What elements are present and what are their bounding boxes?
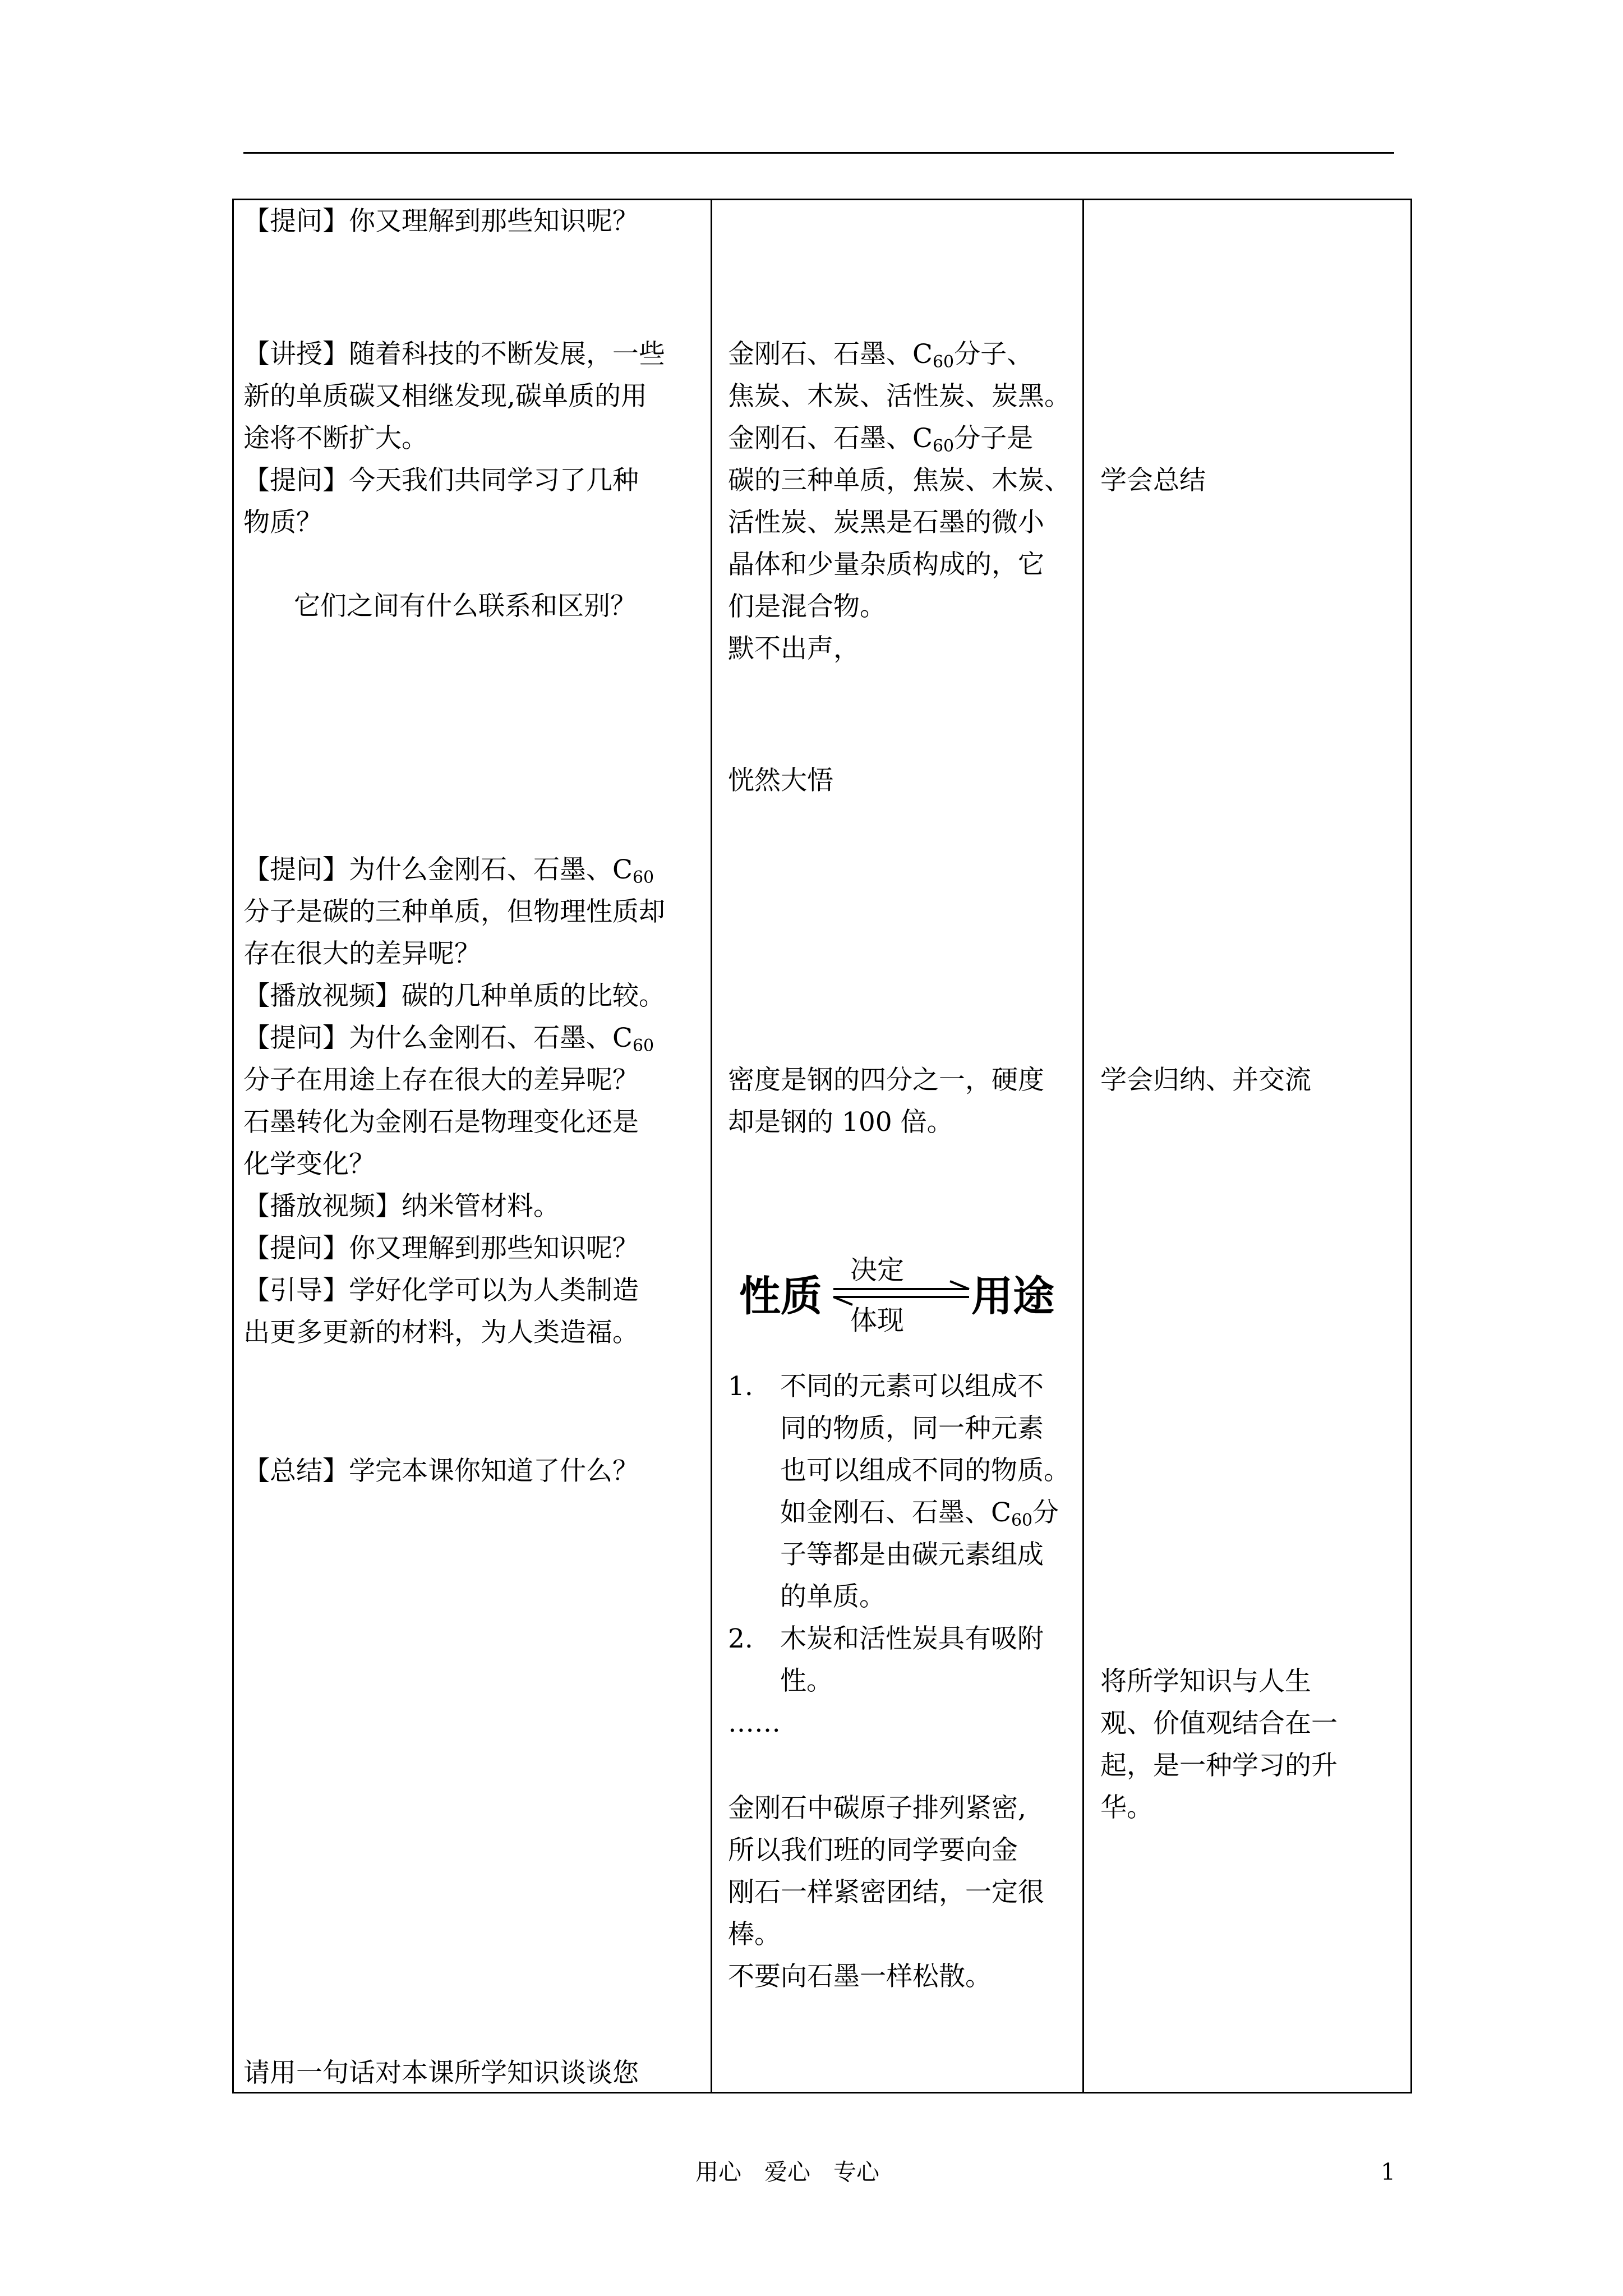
right-text-line: 华。 [1100,1792,1153,1823]
diagram-top-label: 决定 [850,1254,905,1286]
left-text-line: 分子是碳的三种单质，但物理性质却 [243,896,665,927]
diagram-arrow-head [950,1281,969,1289]
header-rule [243,152,1394,154]
column-divider-2 [1082,199,1084,2093]
mid-text-line: 晶体和少量杂质构成的，它 [728,549,1044,580]
right-text-line: 学会总结 [1100,465,1206,496]
left-text-line: 物质？ [243,507,322,538]
mid-text-line: 焦炭、木炭、活性炭、炭黑。 [728,381,1071,412]
left-text-line: 【提问】你又理解到那些知识呢？ [243,206,639,237]
list-line: 如金刚石、石墨、$C_{60}$分 [780,1497,1059,1530]
left-text-line: 【讲授】随着科技的不断发展，一些 [243,339,665,370]
column-divider-1 [711,199,712,2093]
right-text-line: 学会归纳、并交流 [1100,1065,1311,1096]
mid-text-line: 刚石一样紧密团结，一定很 [728,1877,1044,1908]
mid-text-line: 密度是钢的四分之一，硬度 [728,1065,1044,1096]
left-text-line: 【总结】学完本课你知道了什么？ [243,1456,639,1487]
diagram-arrow-tail [833,1297,852,1305]
mid-text-line: 金刚石、石墨、$C_{60}$分子是 [728,423,1034,456]
mid-text-line: 却是钢的 100 倍。 [728,1107,953,1138]
subscript: 60 [932,352,955,372]
property-use-diagram [729,1245,1066,1335]
list-number: 1. [728,1371,753,1402]
subscript: 60 [632,868,654,887]
list-line: 子等都是由碳元素组成 [780,1539,1044,1570]
mid-text-line: 恍然大悟 [728,765,833,796]
left-text-line: 【引导】学好化学可以为人类制造 [243,1275,639,1306]
subscript: 60 [932,436,955,456]
right-text-line: 将所学知识与人生 [1100,1666,1311,1697]
mid-text-line: 活性炭、炭黑是石墨的微小 [728,507,1044,538]
left-text-line: 【播放视频】纳米管材料。 [243,1191,560,1222]
left-text-line: 它们之间有什么联系和区别？ [294,591,637,622]
left-text-line: 途将不断扩大。 [243,423,428,454]
left-text-line: 存在很大的差异呢？ [243,938,481,969]
list-line: 性。 [780,1665,833,1696]
mid-text-line: 金刚石中碳原子排列紧密, [728,1793,1026,1824]
summary-list-item [728,1365,1087,1618]
mid-text-line: 碳的三种单质，焦炭、木炭、 [728,465,1071,496]
diagram-left-label: 性质 [739,1272,822,1320]
mid-text-line: 默不出声， [728,633,860,664]
list-line: 不同的元素可以组成不 [780,1371,1044,1402]
left-text-line: 【提问】为什么金刚石、石墨、$C_{60}$ [243,1023,654,1056]
mid-text-line: 所以我们班的同学要向金 [728,1835,1018,1866]
list-line: 木炭和活性炭具有吸附 [780,1623,1044,1654]
mid-ellipsis: …… [728,1708,781,1738]
left-text-line: 石墨转化为金刚石是物理变化还是 [243,1107,639,1138]
mid-text-line: 金刚石、石墨、$C_{60}$分子、 [728,339,1034,372]
diagram-right-label: 用途 [971,1272,1054,1320]
right-text-line: 起，是一种学习的升 [1100,1750,1338,1781]
list-line: 同的物质，同一种元素 [780,1413,1044,1444]
subscript: 60 [1011,1511,1033,1530]
left-text-line: 【提问】你又理解到那些知识呢？ [243,1233,639,1264]
footer-motto: 用心 爱心 专心 [695,2159,879,2185]
summary-list [728,1365,1087,1702]
left-text-line: 新的单质碳又相继发现,碳单质的用 [243,381,647,412]
list-line: 的单质。 [780,1581,886,1612]
diagram-bottom-label: 体现 [850,1305,905,1335]
list-number: 2. [728,1623,753,1654]
left-text-line: 出更多更新的材料，为人类造福。 [243,1317,639,1348]
page-number: 1 [1381,2159,1396,2185]
right-text-line: 观、价值观结合在一 [1100,1708,1338,1739]
mid-text-line: 棒。 [728,1919,781,1950]
left-text-line: 分子在用途上存在很大的差异呢？ [243,1065,639,1096]
left-text-line: 化学变化？ [243,1149,375,1180]
mid-text-line: 不要向石墨一样松散。 [728,1961,992,1992]
summary-list-item [728,1618,1087,1702]
list-line: 也可以组成不同的物质。 [780,1455,1070,1486]
subscript: 60 [632,1036,654,1056]
left-text-line: 【播放视频】碳的几种单质的比较。 [243,981,665,1011]
mid-text-line: 们是混合物。 [728,591,886,622]
left-text-line: 【提问】为什么金刚石、石墨、$C_{60}$ [243,854,654,887]
left-text-line: 请用一句话对本课所学知识谈谈您 [243,2058,639,2088]
left-text-line: 【提问】今天我们共同学习了几种 [243,465,639,496]
